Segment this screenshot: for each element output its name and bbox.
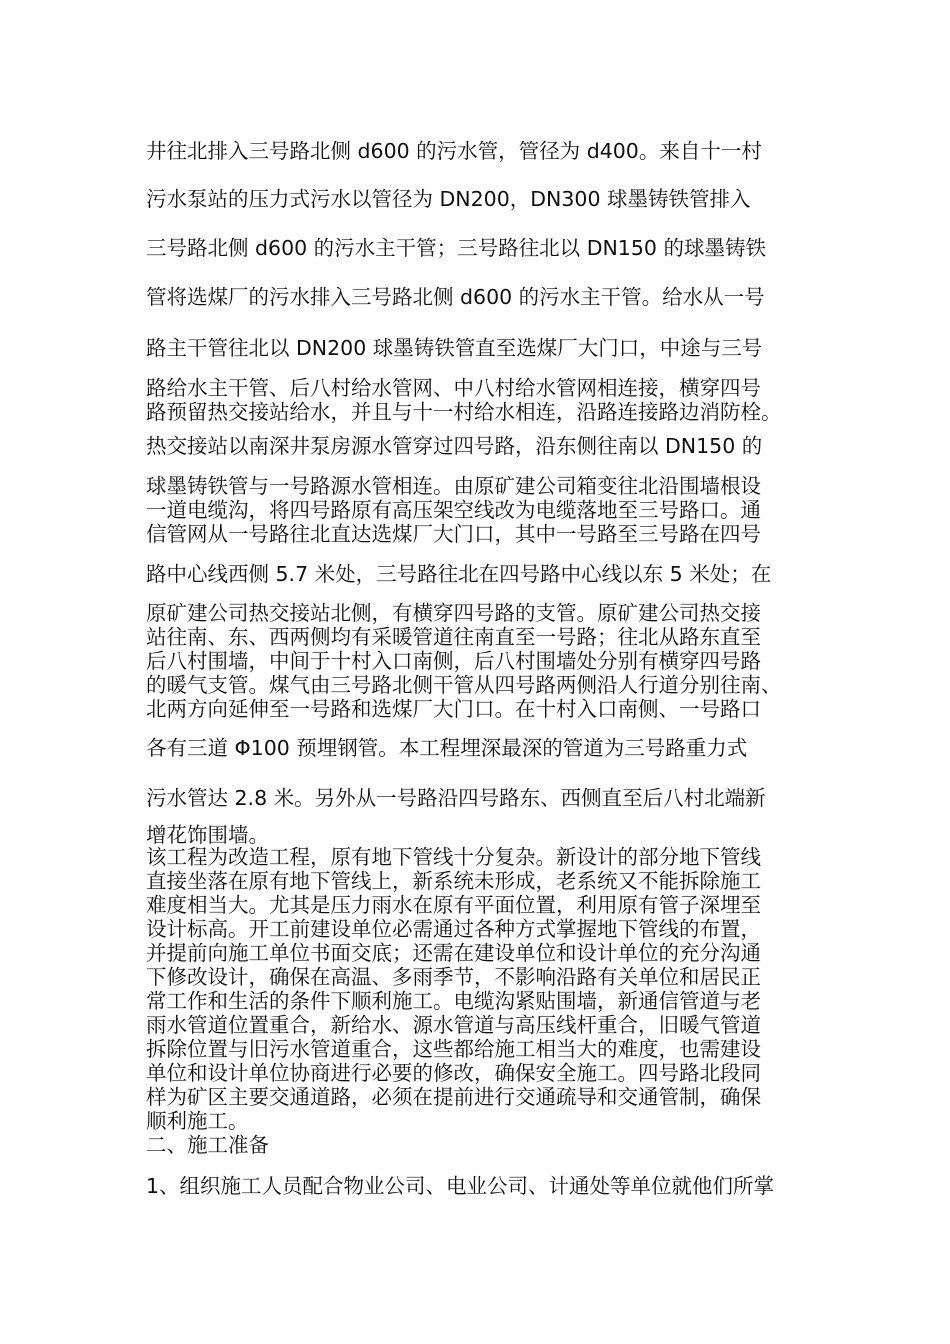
text-line-22: 直接坐落在原有地下管线上，新系统未形成，老系统又不能拆除施工 bbox=[146, 869, 761, 893]
text-line-25: 并提前向施工单位书面交底；还需在建设单位和设计单位的充分沟通 bbox=[146, 941, 761, 965]
text-line-18: 各有三道 Φ100 预埋钢管。本工程埋深最深的管道为三号路重力式 bbox=[146, 736, 748, 760]
text-line-34: 1、组织施工人员配合物业公司、电业公司、计通处等单位就他们所掌 bbox=[146, 1174, 775, 1198]
text-line-26: 下修改设计，确保在高温、多雨季节，不影响沿路有关单位和居民正 bbox=[146, 965, 761, 989]
text-line-24: 设计标高。开工前建设单位必需通过各种方式掌握地下管线的布置， bbox=[146, 917, 761, 941]
text-line-17: 北两方向延伸至一号路和选煤厂大门口。在十村入口南侧、一号路口 bbox=[146, 697, 761, 721]
text-line-5: 路主干管往北以 DN200 球墨铸铁管直至选煤厂大门口，中途与三号 bbox=[146, 336, 763, 360]
text-line-16: 的暖气支管。煤气由三号路北侧干管从四号路两侧沿人行道分别往南、 bbox=[146, 673, 782, 697]
text-line-3: 三号路北侧 d600 的污水主干管；三号路往北以 DN150 的球墨铸铁 bbox=[146, 236, 766, 260]
text-line-2: 污水泵站的压力式污水以管径为 DN200，DN300 球墨铸铁管排入 bbox=[146, 187, 751, 211]
text-line-8: 热交接站以南深井泵房源水管穿过四号路，沿东侧往南以 DN150 的 bbox=[146, 434, 763, 458]
text-line-7: 路预留热交接站给水，并且与十一村给水相连，沿路连接路边消防栓。 bbox=[146, 400, 782, 424]
text-line-1: 井往北排入三号路北侧 d600 的污水管，管径为 d400。来自十一村 bbox=[146, 139, 762, 163]
text-line-4: 管将选煤厂的污水排入三号路北侧 d600 的污水主干管。给水从一号 bbox=[146, 285, 765, 309]
text-line-31: 样为矿区主要交通道路，必须在提前进行交通疏导和交通管制，确保 bbox=[146, 1085, 761, 1109]
text-line-20: 增花饰围墙。 bbox=[146, 823, 269, 847]
text-line-27: 常工作和生活的条件下顺利施工。电缆沟紧贴围墙，新通信管道与老 bbox=[146, 989, 761, 1013]
text-line-21: 该工程为改造工程，原有地下管线十分复杂。新设计的部分地下管线 bbox=[146, 845, 761, 869]
text-line-13: 原矿建公司热交接站北侧，有横穿四号路的支管。原矿建公司热交接 bbox=[146, 601, 761, 625]
text-line-11: 信管网从一号路往北直达选煤厂大门口，其中一号路至三号路在四号 bbox=[146, 522, 761, 546]
text-line-29: 拆除位置与旧污水管道重合，这些都给施工相当大的难度，也需建设 bbox=[146, 1037, 761, 1061]
text-line-12: 路中心线西侧 5.7 米处，三号路往北在四号路中心线以东 5 米处；在 bbox=[146, 562, 772, 586]
text-line-10: 一道电缆沟，将四号路原有高压架空线改为电缆落地至三号路口。通 bbox=[146, 498, 761, 522]
text-line-32: 顺利施工。 bbox=[146, 1109, 249, 1133]
text-line-14: 站往南、东、西两侧均有采暖管道往南直至一号路；往北从路东直至 bbox=[146, 625, 761, 649]
text-line-9: 球墨铸铁管与一号路源水管相连。由原矿建公司箱变往北沿围墙根设 bbox=[146, 474, 761, 498]
text-line-30: 单位和设计单位协商进行必要的修改，确保安全施工。四号路北段同 bbox=[146, 1061, 761, 1085]
section-heading: 二、施工准备 bbox=[146, 1133, 269, 1157]
text-line-28: 雨水管道位置重合，新给水、源水管道与高压线杆重合，旧暖气管道 bbox=[146, 1013, 761, 1037]
text-line-23: 难度相当大。尤其是压力雨水在原有平面位置，利用原有管子深埋至 bbox=[146, 893, 761, 917]
text-line-15: 后八村围墙，中间于十村入口南侧，后八村围墙处分别有横穿四号路 bbox=[146, 649, 761, 673]
text-line-6: 路给水主干管、后八村给水管网、中八村给水管网相连接，横穿四号 bbox=[146, 376, 761, 400]
text-line-19: 污水管达 2.8 米。另外从一号路沿四号路东、西侧直至后八村北端新 bbox=[146, 786, 766, 810]
